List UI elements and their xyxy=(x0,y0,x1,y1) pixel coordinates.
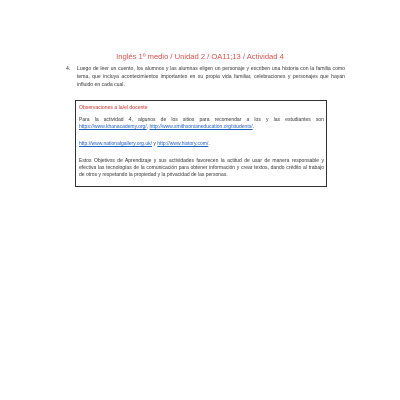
observations-paragraph-1 xyxy=(79,117,324,131)
observations-paragraph-2 xyxy=(79,141,324,148)
observations-paragraph-3: Estos Objetivos de Aprendizaje y sus actividades favorecen la actitud de usar de manera responsable y efectiva las tecnologías de la comunicación para obtener información y crear textos, dando crédito al trabajo de otros y respetando la propiedad y la privacidad de las personas. xyxy=(79,158,324,178)
document-title: Inglés 1º medio / Unidad 2 / OA11;13 / Actividad 4 xyxy=(116,52,284,61)
para2-end: . xyxy=(208,141,210,147)
para1-end: . xyxy=(252,123,255,130)
link-smithsonian[interactable]: http://www.smithsonianeducation.org/students/ xyxy=(149,123,253,130)
link-nationalgallery[interactable]: http://www.nationalgallery.org.uk/ xyxy=(79,141,153,147)
teacher-observations-box xyxy=(75,100,327,187)
link-history[interactable]: http://www.history.com/ xyxy=(157,141,209,147)
observations-heading: Observaciones a la/el docente xyxy=(79,105,148,111)
link-conjunction: y xyxy=(153,141,156,147)
activity-number: 4. xyxy=(66,66,71,72)
link-khanacademy[interactable]: https://www.khanacademy.org/ xyxy=(79,123,147,130)
activity-text: Luego de leer un cuento, los alumnos y las alumnas eligen un personaje y escriben una historia con la familia como tema, que incluya acontecimientos importantes en su propia vida familiar, celebraciones y personajes que hayan influido en cada cual. xyxy=(77,66,345,88)
para1-text: Para la actividad 4, algunos de los sitios para recomendar a los y las estudiantes son xyxy=(79,117,324,123)
link-separator: , xyxy=(146,123,149,130)
